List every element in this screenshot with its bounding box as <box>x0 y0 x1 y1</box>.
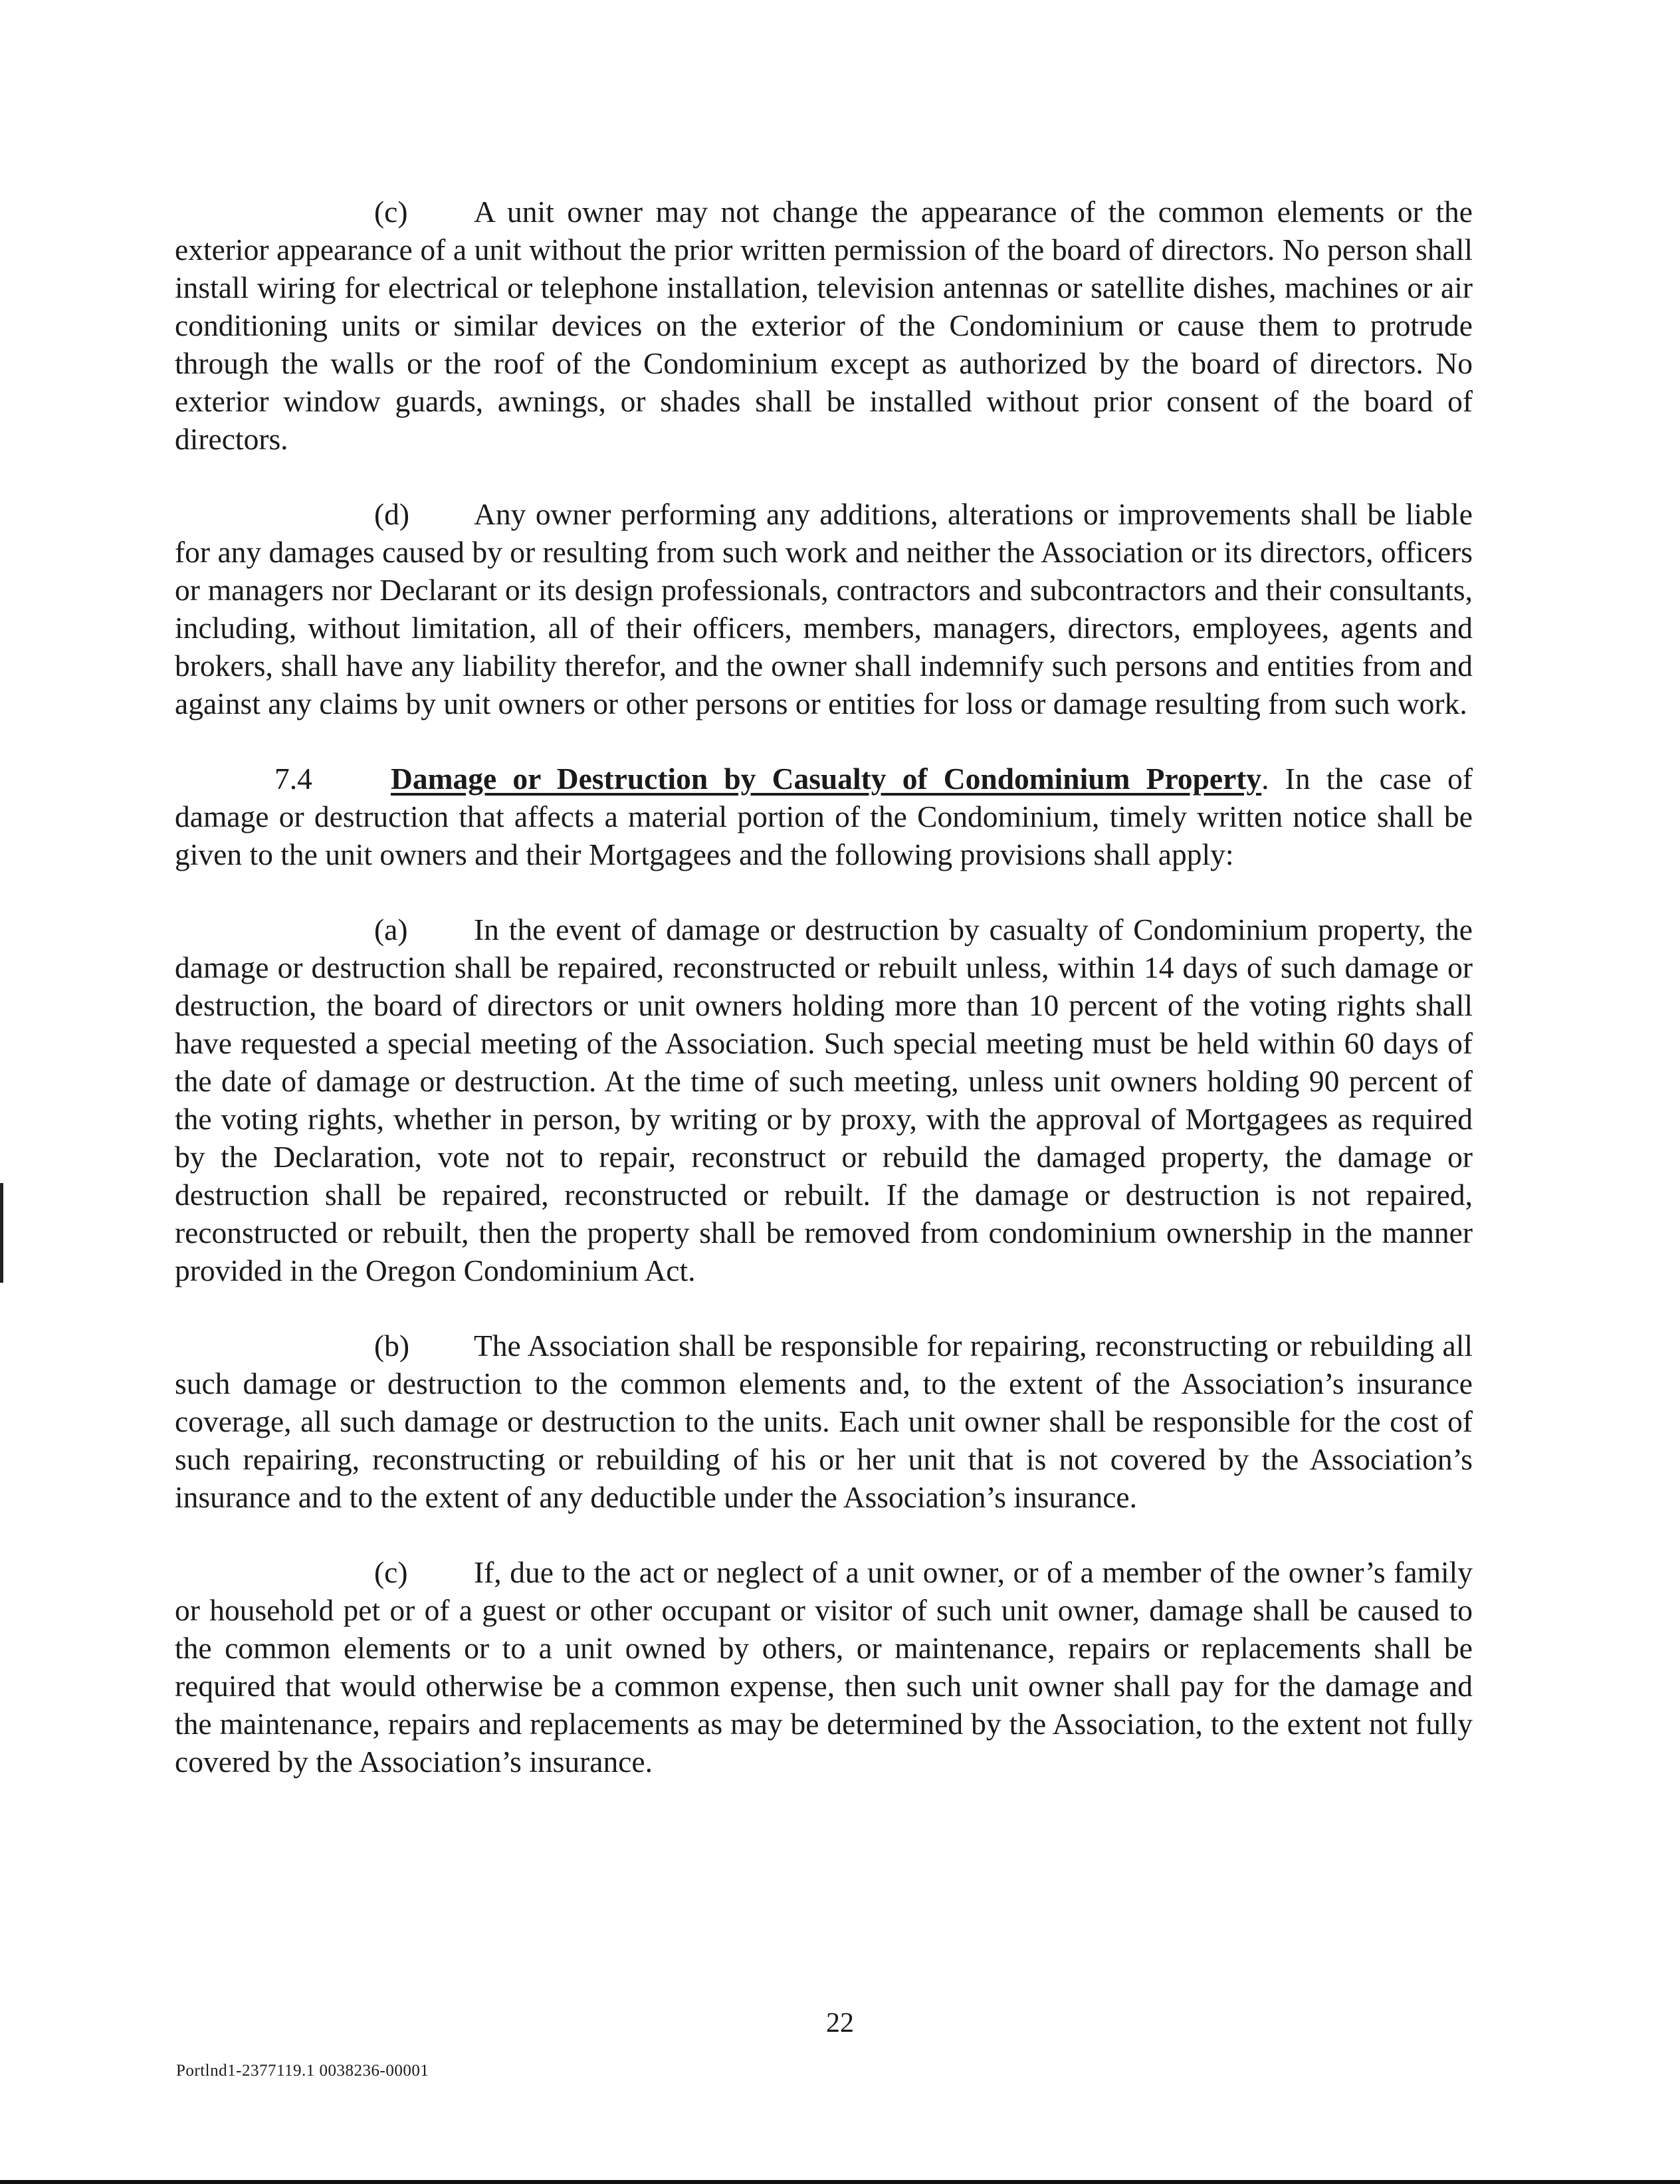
paragraph-d-improvements <box>175 495 1473 722</box>
subparagraph-c-neglect <box>175 1553 1473 1781</box>
paragraph-label: (d) <box>374 497 410 531</box>
paragraph-label: (c) <box>374 1555 408 1589</box>
subparagraph-b-responsibility <box>175 1327 1473 1516</box>
section-7-4 <box>175 760 1473 873</box>
paragraph-text: A unit owner may not change the appearance of the common elements or the exterior appearance of a unit without the prior written permission of the board of directors. No person shall install wiring for electrical or telephone installation, television antennas or satellite dishes, machines or air conditioning units or similar devices on the exterior of the Condominium or cause them to protrude through the walls or the roof of the Condominium except as authorized by the board of directors. No exterior window guards, awnings, or shades shall be installed without prior consent of the board of directors. <box>175 195 1473 456</box>
paragraph-label: (c) <box>374 195 408 229</box>
section-title: Damage or Destruction by Casualty of Condominium Property <box>391 762 1262 796</box>
paragraph-label: (a) <box>374 913 408 946</box>
document-body <box>175 193 1473 1818</box>
paragraph-text: The Association shall be responsible for repairing, reconstructing or rebuilding all such damage or destruction to the common elements and, to the extent of the Association’s insurance coverage, all such damage or destruction to the units. Each unit owner shall be responsible for the cost of such repairing, reconstructing or rebuilding of his or her unit that is not covered by the Association’s insurance and to the extent of any deductible under the Association’s insurance. <box>175 1329 1473 1514</box>
section-title-period: . <box>1261 762 1269 796</box>
paragraph-text: If, due to the act or neglect of a unit owner, or of a member of the owner’s family or household pet or of a guest or other occupant or visitor of such unit owner, damage shall be caused to the common elements or to a unit owned by others, or maintenance, repairs or replacements shall be required that would otherwise be a common expense, then such unit owner shall pay for the damage and the maintenance, repairs and replacements as may be determined by the Association, to the extent not fully covered by the Association’s insurance. <box>175 1555 1473 1779</box>
section-intro-text: In the case of damage or destruction that affects a material portion of the Condominium, timely written notice shall be given to the unit owners and their Mortgagees and the following provisions shall apply: <box>175 762 1473 871</box>
scan-margin-mark <box>0 1183 3 1283</box>
paragraph-text: In the event of damage or destruction by casualty of Condominium property, the damage or destruction shall be repaired, reconstructed or rebuilt unless, within 14 days of such damage or destruction, the board of directors or unit owners holding more than 10 percent of the voting rights shall have requested a special meeting of the Association. Such special meeting must be held within 60 days of the date of damage or destruction. At the time of such meeting, unless unit owners holding 90 percent of the voting rights, whether in person, by writing or by proxy, with the approval of Mortgagees as required by the Declaration, vote not to repair, reconstruct or rebuild the damaged property, the damage or destruction shall be repaired, reconstructed or rebuilt. If the damage or destruction is not repaired, reconstructed or rebuilt, then the property shall be removed from condominium ownership in the manner provided in the Oregon Condominium Act. <box>175 913 1473 1287</box>
section-number: 7.4 <box>274 762 312 796</box>
paragraph-label: (b) <box>374 1329 410 1363</box>
scan-bottom-edge <box>0 2180 1680 2184</box>
paragraph-text: Any owner performing any additions, alterations or improvements shall be liable for any damages caused by or resulting from such work and neither the Association or its directors, officers or managers nor Declarant or its design professionals, contractors and subcontractors and their consultants, including, without limitation, all of their officers, members, managers, directors, employees, agents and brokers, shall have any liability therefor, and the owner shall indemnify such persons and entities from and against any claims by unit owners or other persons or entities for loss or damage resulting from such work. <box>175 497 1473 720</box>
subparagraph-a-repair <box>175 911 1473 1289</box>
document-id: Portlnd1-2377119.1 0038236-00001 <box>176 2062 429 2080</box>
page-number: 22 <box>826 2008 854 2038</box>
paragraph-c-appearance <box>175 193 1473 458</box>
